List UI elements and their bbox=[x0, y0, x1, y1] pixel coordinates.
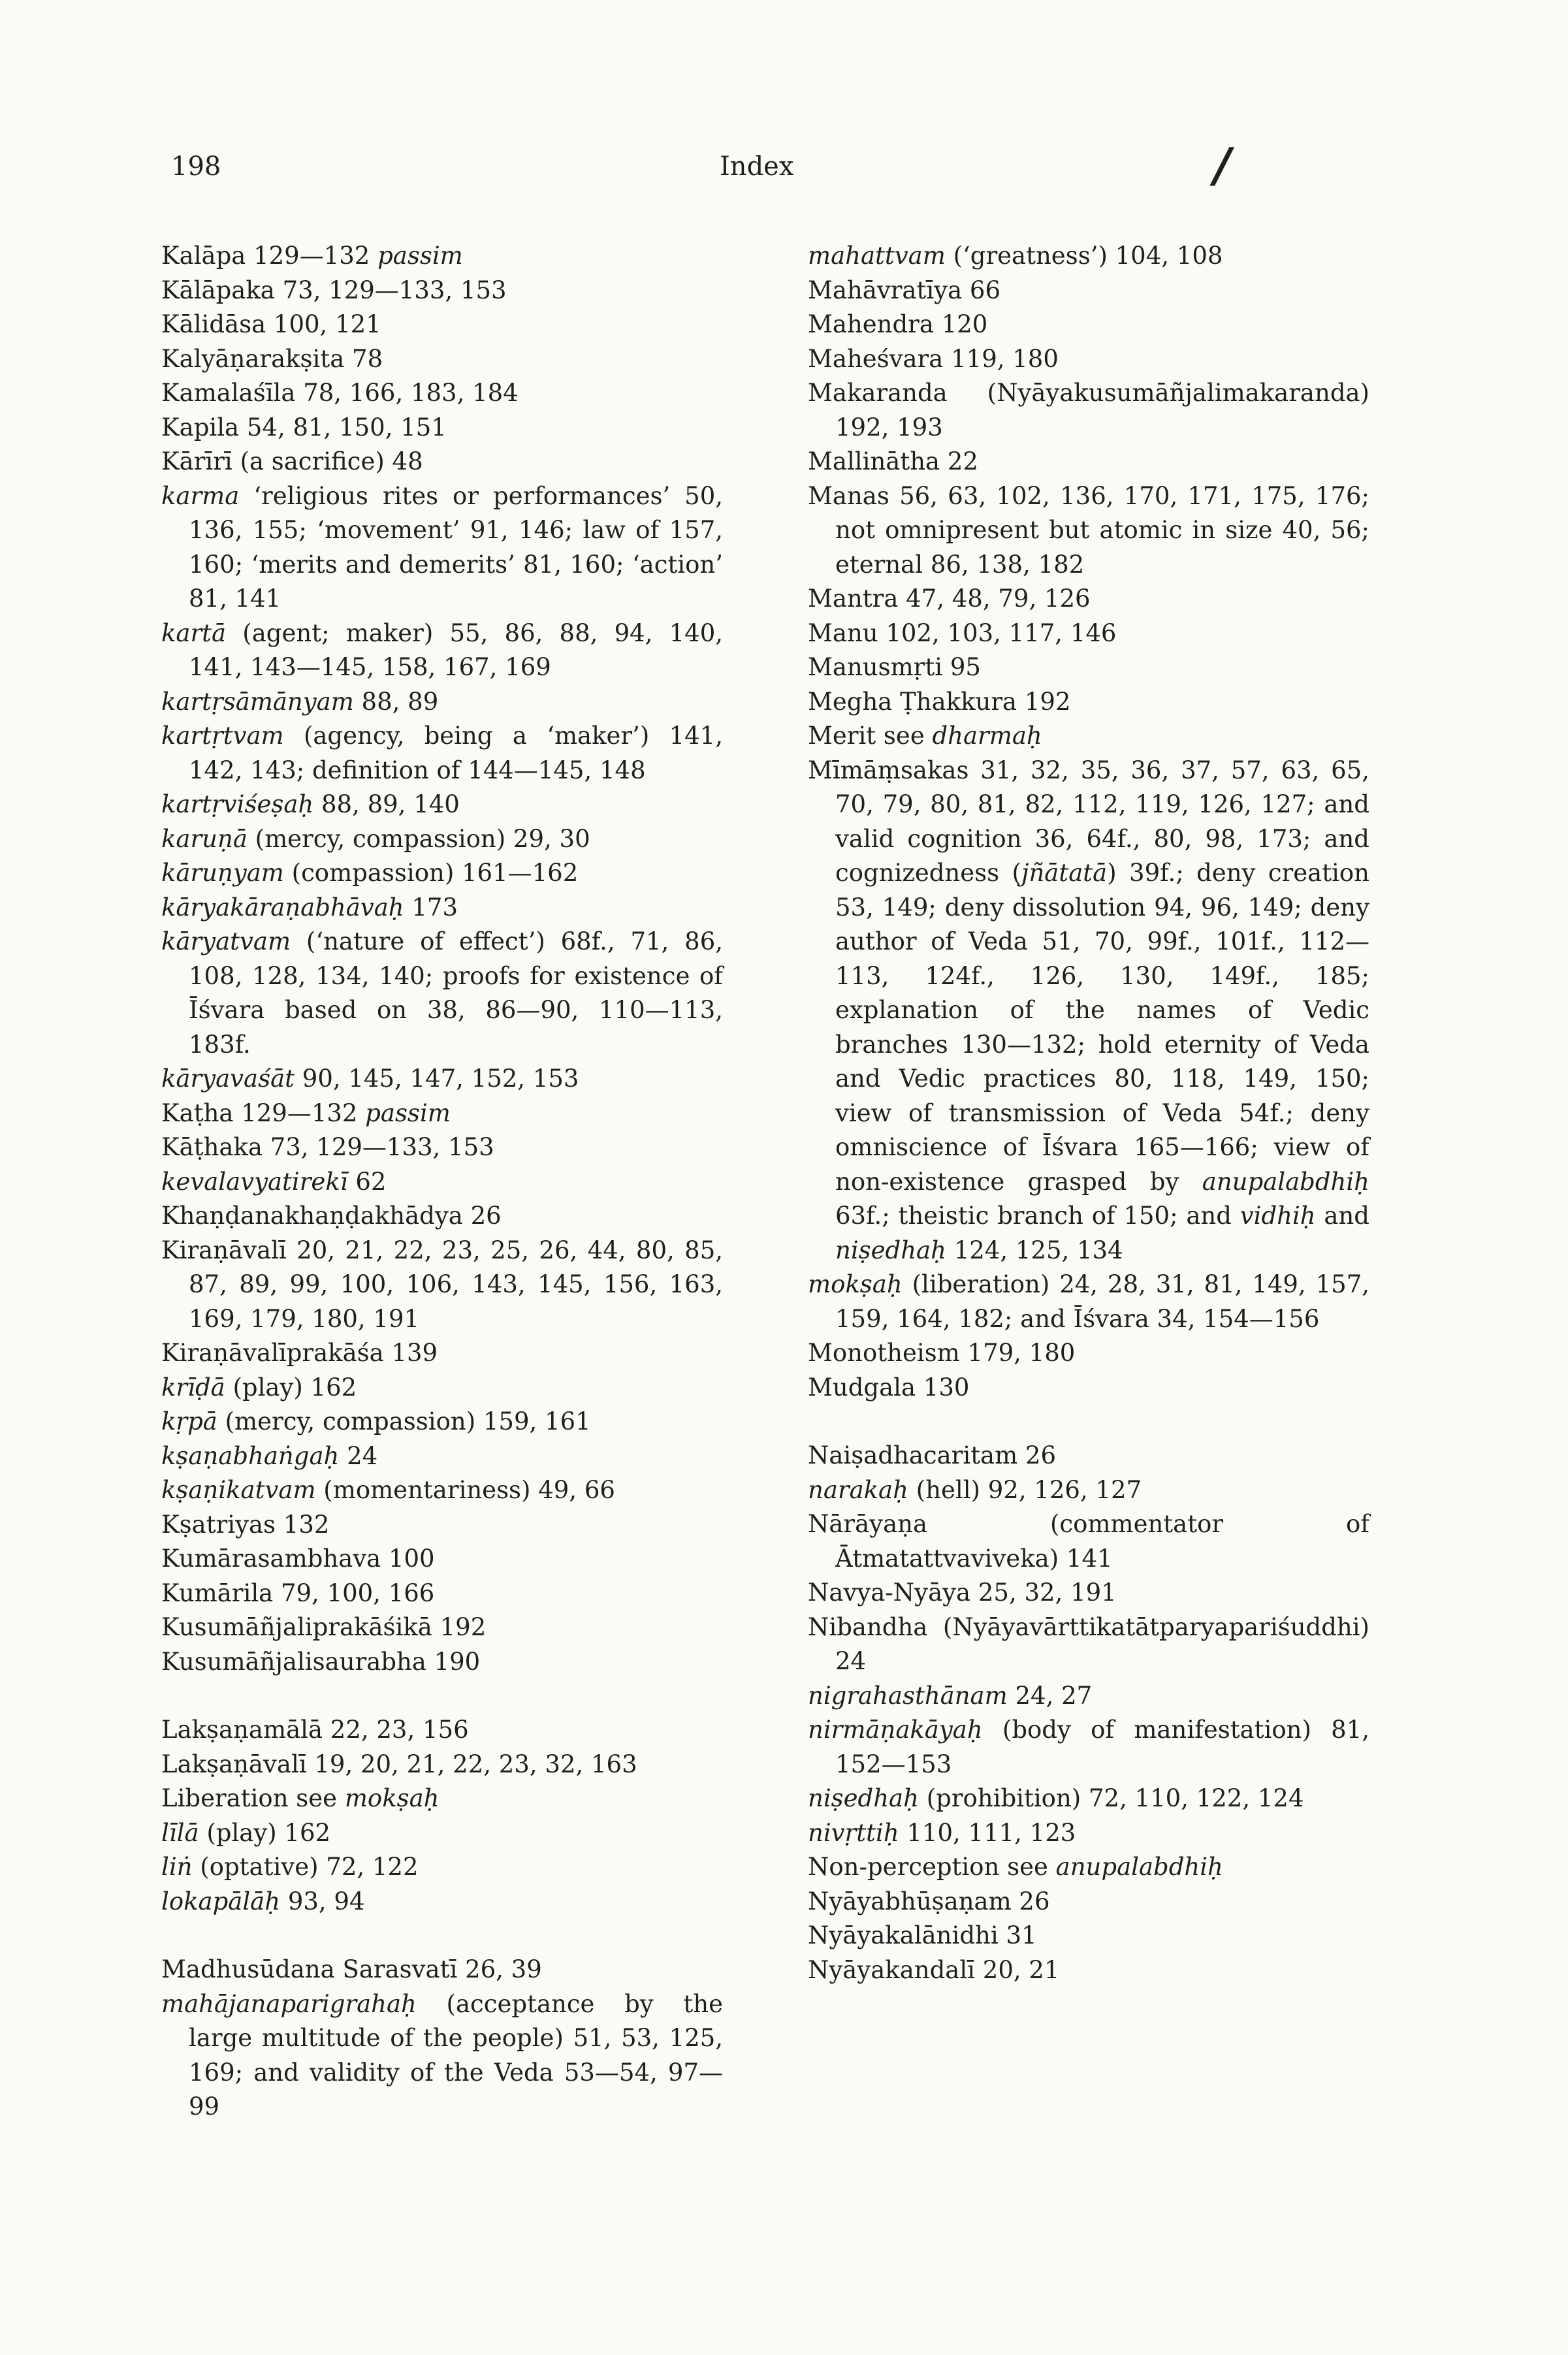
entry-text: Makaranda (Nyāyakusumāñjalimakaranda) 192, 193 bbox=[808, 379, 1369, 441]
index-entry bbox=[808, 274, 1369, 308]
index-entry bbox=[161, 1885, 723, 1919]
entry-text: Mīmāṃsakas 31, 32, 35, 36, 37, 57, 63, 65, 70, 79, 80, 81, 82, 112, 119, 126, 127; and valid cognition 36, 64f., 80, 98, 173; and cognizedness ( bbox=[808, 756, 1369, 887]
index-entry bbox=[161, 1371, 723, 1405]
entry-term-italic: krīḍā bbox=[161, 1373, 225, 1402]
index-entry bbox=[161, 822, 723, 857]
index-entry bbox=[161, 1850, 723, 1885]
entry-term-italic: liṅ bbox=[161, 1853, 193, 1881]
entry-term-italic: niṣedhaḥ bbox=[835, 1236, 946, 1264]
index-entry bbox=[808, 1850, 1369, 1885]
entry-term-italic: mokṣaḥ bbox=[808, 1270, 903, 1298]
index-entry bbox=[161, 1234, 723, 1337]
index-entry bbox=[808, 1268, 1369, 1336]
entry-text: 88, 89, 140 bbox=[313, 790, 460, 818]
index-entry bbox=[161, 856, 723, 891]
entry-text: Kālāpaka 73, 129—133, 153 bbox=[161, 276, 507, 304]
entry-text: (liberation) 24, 28, 31, 81, 149, 157, 159, 164, 182; and Īśvara 34, 154—156 bbox=[835, 1270, 1369, 1333]
entry-text: ) 39f.; deny creation 53, 149; deny dissolution 94, 96, 149; deny author of Veda 51, 70, 99f., 101f., 112—113, 124f., 126, 130, 149f., 185; explanation of the names of Vedic branches 130—132; hold eternity of Veda and Vedic practices 80, 118, 149, 150; view of transmission of Veda 54f.; deny omniscience of Īśvara 165—166; view of non-existence grasped by bbox=[835, 859, 1369, 1196]
index-entry bbox=[161, 376, 723, 411]
entry-text: (momentariness) 49, 66 bbox=[315, 1476, 615, 1504]
entry-text: 63f.; theistic branch of 150; and bbox=[835, 1202, 1240, 1230]
entry-text: Madhusūdana Sarasvatī 26, 39 bbox=[161, 1955, 542, 1983]
entry-term-italic: kartṛsāmānyam bbox=[161, 687, 354, 716]
entry-text: Kusumāñjalisaurabha 190 bbox=[161, 1647, 481, 1676]
entry-text: Manu 102, 103, 117, 146 bbox=[808, 618, 1117, 647]
entry-text: Kumārila 79, 100, 166 bbox=[161, 1578, 435, 1607]
entry-text: Monotheism 179, 180 bbox=[808, 1339, 1076, 1367]
entry-text: Lakṣaṇāvalī 19, 20, 21, 22, 23, 32, 163 bbox=[161, 1750, 637, 1778]
index-entry bbox=[161, 1062, 723, 1097]
entry-text: Kamalaśīla 78, 166, 183, 184 bbox=[161, 379, 519, 407]
entry-text: Kiraṇāvalī 20, 21, 22, 23, 25, 26, 44, 80, 85, 87, 89, 99, 100, 106, 143, 145, 156, 163, 169, 179, 180, 191 bbox=[161, 1236, 723, 1333]
index-entry bbox=[161, 1165, 723, 1200]
entry-text: Navya-Nyāya 25, 32, 191 bbox=[808, 1578, 1117, 1607]
index-entry bbox=[808, 1610, 1369, 1679]
entry-term-italic: passim bbox=[365, 1098, 451, 1127]
entry-text: (acceptance by the large multitude of the people) 51, 53, 125, 169; and validity of the Veda 53—54, 97—99 bbox=[189, 1989, 723, 2121]
index-entry bbox=[808, 1576, 1369, 1610]
index-entry bbox=[161, 1953, 723, 1987]
index-entry bbox=[161, 1439, 723, 1474]
entry-text: (‘nature of effect’) 68f., 71, 86, 108, 128, 134, 140; proofs for existence of Īśvara based on 38, 86—90, 110—113, 183f. bbox=[189, 927, 723, 1059]
index-entry bbox=[808, 754, 1369, 1268]
index-column-left bbox=[161, 239, 723, 2124]
entry-text: Maheśvara 119, 180 bbox=[808, 344, 1059, 373]
index-entry bbox=[161, 1130, 723, 1165]
index-entry bbox=[808, 342, 1369, 377]
index-entry bbox=[161, 1610, 723, 1645]
index-entry bbox=[161, 1542, 723, 1577]
entry-text: 90, 145, 147, 152, 153 bbox=[295, 1065, 579, 1093]
entry-text: Lakṣaṇamālā 22, 23, 156 bbox=[161, 1716, 469, 1744]
index-column-right bbox=[808, 239, 1369, 1987]
entry-text: 62 bbox=[347, 1167, 387, 1196]
index-entry bbox=[808, 1473, 1369, 1508]
index-entry bbox=[161, 1336, 723, 1371]
entry-text: (play) 162 bbox=[199, 1818, 331, 1847]
index-entry bbox=[808, 376, 1369, 445]
entry-term-italic: nigrahasthānam bbox=[808, 1681, 1008, 1710]
entry-term-italic: kāryatvam bbox=[161, 927, 291, 955]
entry-text: Nyāyakalānidhi 31 bbox=[808, 1921, 1037, 1949]
index-entry bbox=[808, 650, 1369, 685]
index-entry bbox=[808, 479, 1369, 583]
entry-term-italic: kṣaṇabhaṅgaḥ bbox=[161, 1441, 340, 1470]
index-entry bbox=[161, 719, 723, 788]
index-entry bbox=[808, 1679, 1369, 1714]
entry-text: Kṣatriyas 132 bbox=[161, 1510, 330, 1539]
index-entry bbox=[808, 239, 1369, 274]
entry-text: (agent; maker) 55, 86, 88, 94, 140, 141, 143—145, 158, 167, 169 bbox=[189, 618, 723, 681]
entry-text: Kalāpa 129—132 bbox=[161, 242, 378, 270]
entry-text: (hell) 92, 126, 127 bbox=[908, 1475, 1142, 1504]
index-entry bbox=[161, 1782, 723, 1816]
entry-text: ‘religious rites or performances’ 50, 136, 155; ‘movement’ 91, 146; law of 157, 160; ‘merits and demerits’ 81, 160; ‘action’ 81, 141 bbox=[189, 481, 723, 613]
index-entry bbox=[161, 1508, 723, 1543]
index-entry bbox=[161, 274, 723, 308]
entry-term-italic: mokṣaḥ bbox=[344, 1784, 440, 1812]
running-head: Index bbox=[720, 152, 794, 182]
index-entry bbox=[161, 1577, 723, 1611]
entry-text: Nyāyakandalī 20, 21 bbox=[808, 1955, 1060, 1984]
index-section-gap bbox=[161, 1679, 723, 1713]
index-entry bbox=[161, 925, 723, 1062]
entry-text: (agency, being a ‘maker’) 141, 142, 143; definition of 144—145, 148 bbox=[189, 722, 723, 784]
index-entry bbox=[808, 1816, 1369, 1851]
entry-text: (body of manifestation) 81, 152—153 bbox=[835, 1716, 1369, 1778]
index-entry bbox=[161, 1405, 723, 1439]
index-entry bbox=[161, 1713, 723, 1748]
index-entry bbox=[808, 1885, 1369, 1919]
index-entry bbox=[808, 445, 1369, 479]
index-entry bbox=[808, 1507, 1369, 1576]
page-number: 198 bbox=[171, 152, 221, 182]
index-entry bbox=[808, 1336, 1369, 1371]
entry-term-italic: kartṛtvam bbox=[161, 722, 284, 750]
index-entry bbox=[161, 239, 723, 274]
entry-term-italic: anupalabdhiḥ bbox=[1055, 1853, 1223, 1881]
entry-term-italic: mahattvam bbox=[808, 242, 946, 270]
index-entry bbox=[161, 479, 723, 617]
entry-text: Kusumāñjaliprakāśikā 192 bbox=[161, 1613, 487, 1641]
entry-term-italic: dharmaḥ bbox=[932, 722, 1042, 750]
index-entry bbox=[808, 582, 1369, 617]
entry-text: Nibandha (Nyāyavārttikatātparyapariśuddhi) 24 bbox=[808, 1612, 1369, 1675]
entry-text: Manas 56, 63, 102, 136, 170, 171, 175, 176; not omnipresent but atomic in size 40, 56; eternal 86, 138, 182 bbox=[808, 481, 1369, 579]
entry-text: Mantra 47, 48, 79, 126 bbox=[808, 585, 1091, 613]
entry-term-italic: narakaḥ bbox=[808, 1475, 908, 1504]
entry-text: Kaṭha 129—132 bbox=[161, 1098, 366, 1127]
entry-text: 88, 89 bbox=[353, 687, 439, 716]
index-entry bbox=[161, 1097, 723, 1131]
entry-term-italic: kāryavaśāt bbox=[161, 1065, 295, 1093]
entry-text: 173 bbox=[404, 893, 458, 921]
entry-term-italic: kartṛviśeṣaḥ bbox=[161, 790, 314, 818]
entry-text: 124, 125, 134 bbox=[946, 1236, 1123, 1264]
entry-text: Kiraṇāvalīprakāśa 139 bbox=[161, 1339, 438, 1367]
entry-term-italic: līlā bbox=[161, 1818, 199, 1847]
entry-term-italic: niṣedhaḥ bbox=[808, 1784, 919, 1812]
entry-text: and bbox=[1315, 1202, 1369, 1230]
entry-text: Khaṇḍanakhaṇḍakhādya 26 bbox=[161, 1202, 502, 1230]
entry-text: 93, 94 bbox=[280, 1887, 365, 1915]
entry-text: Naiṣadhacaritam 26 bbox=[808, 1441, 1057, 1469]
index-entry bbox=[161, 308, 723, 342]
index-section-gap bbox=[808, 1405, 1369, 1439]
entry-term-italic: jñātatā bbox=[1021, 859, 1108, 887]
index-entry bbox=[808, 308, 1369, 342]
entry-text: Nārāyaṇa (commentator of Ātmatattvaviveka) 141 bbox=[808, 1510, 1369, 1573]
entry-text: (optative) 72, 122 bbox=[192, 1853, 419, 1881]
index-entry bbox=[808, 617, 1369, 651]
entry-text: Non-perception see bbox=[808, 1853, 1056, 1881]
entry-term-italic: anupalabdhiḥ bbox=[1202, 1167, 1369, 1196]
entry-text: Kārīrī (a sacrifice) 48 bbox=[161, 447, 423, 475]
entry-term-italic: kartā bbox=[161, 618, 227, 647]
entry-term-italic: kāruṇyam bbox=[161, 859, 284, 887]
entry-term-italic: vidhiḥ bbox=[1240, 1202, 1316, 1230]
entry-text: Mallinātha 22 bbox=[808, 447, 978, 475]
entry-term-italic: mahājanaparigrahaḥ bbox=[161, 1989, 417, 2018]
entry-text: Manusmṛti 95 bbox=[808, 653, 981, 681]
entry-text: Mahendra 120 bbox=[808, 310, 988, 338]
entry-text: Kāṭhaka 73, 129—133, 153 bbox=[161, 1133, 494, 1161]
entry-text: (compassion) 161—162 bbox=[283, 859, 579, 887]
entry-text: Merit see bbox=[808, 722, 933, 750]
entry-text: (play) 162 bbox=[225, 1373, 357, 1402]
index-entry bbox=[161, 1645, 723, 1680]
index-entry bbox=[161, 1987, 723, 2124]
entry-text: 24 bbox=[339, 1441, 378, 1470]
index-entry bbox=[808, 1782, 1369, 1816]
index-entry bbox=[161, 1816, 723, 1851]
index-entry bbox=[808, 719, 1369, 754]
entry-term-italic: nivṛttiḥ bbox=[808, 1818, 899, 1847]
index-entry bbox=[808, 1371, 1369, 1405]
index-entry bbox=[161, 617, 723, 685]
entry-text: Kalyāṇarakṣita 78 bbox=[161, 344, 383, 373]
entry-term-italic: kṛpā bbox=[161, 1407, 217, 1435]
index-entry bbox=[161, 342, 723, 377]
entry-term-italic: kevalavyatirekī bbox=[161, 1167, 348, 1196]
entry-text: (‘greatness’) 104, 108 bbox=[945, 242, 1223, 270]
index-entry bbox=[808, 1919, 1369, 1953]
entry-text: Liberation see bbox=[161, 1784, 345, 1812]
entry-text: Mudgala 130 bbox=[808, 1373, 970, 1402]
entry-term-italic: passim bbox=[377, 242, 463, 270]
index-entry bbox=[161, 891, 723, 925]
index-entry bbox=[808, 685, 1369, 720]
entry-term-italic: nirmāṇakāyaḥ bbox=[808, 1716, 983, 1744]
entry-text: Mahāvratīya 66 bbox=[808, 276, 1000, 304]
index-entry bbox=[808, 1439, 1369, 1473]
index-entry bbox=[161, 445, 723, 479]
entry-text: Megha Ṭhakkura 192 bbox=[808, 687, 1071, 716]
entry-text: Nyāyabhūṣaṇam 26 bbox=[808, 1887, 1050, 1915]
entry-term-italic: lokapālāḥ bbox=[161, 1887, 281, 1915]
entry-term-italic: kṣaṇikatvam bbox=[161, 1476, 316, 1504]
index-entry bbox=[808, 1713, 1369, 1782]
entry-text: Kumārasambhava 100 bbox=[161, 1545, 435, 1573]
index-entry bbox=[808, 1953, 1369, 1988]
entry-text: Kālidāsa 100, 121 bbox=[161, 310, 381, 338]
index-entry bbox=[161, 411, 723, 445]
entry-text: (mercy, compassion) 159, 161 bbox=[217, 1407, 591, 1435]
index-entry bbox=[161, 685, 723, 720]
entry-term-italic: kāryakāraṇabhāvaḥ bbox=[161, 893, 404, 921]
index-entry bbox=[161, 788, 723, 822]
handwritten-mark: / bbox=[1213, 137, 1231, 193]
index-entry bbox=[161, 1473, 723, 1508]
entry-text: 24, 27 bbox=[1007, 1681, 1093, 1710]
entry-term-italic: karuṇā bbox=[161, 824, 248, 853]
entry-text: 110, 111, 123 bbox=[899, 1818, 1076, 1847]
index-section-gap bbox=[161, 1919, 723, 1953]
entry-text: Kapila 54, 81, 150, 151 bbox=[161, 413, 447, 441]
index-entry bbox=[161, 1748, 723, 1782]
entry-text: (prohibition) 72, 110, 122, 124 bbox=[918, 1784, 1304, 1812]
entry-text: (mercy, compassion) 29, 30 bbox=[247, 824, 590, 853]
entry-term-italic: karma bbox=[161, 481, 240, 510]
index-entry bbox=[161, 1199, 723, 1234]
